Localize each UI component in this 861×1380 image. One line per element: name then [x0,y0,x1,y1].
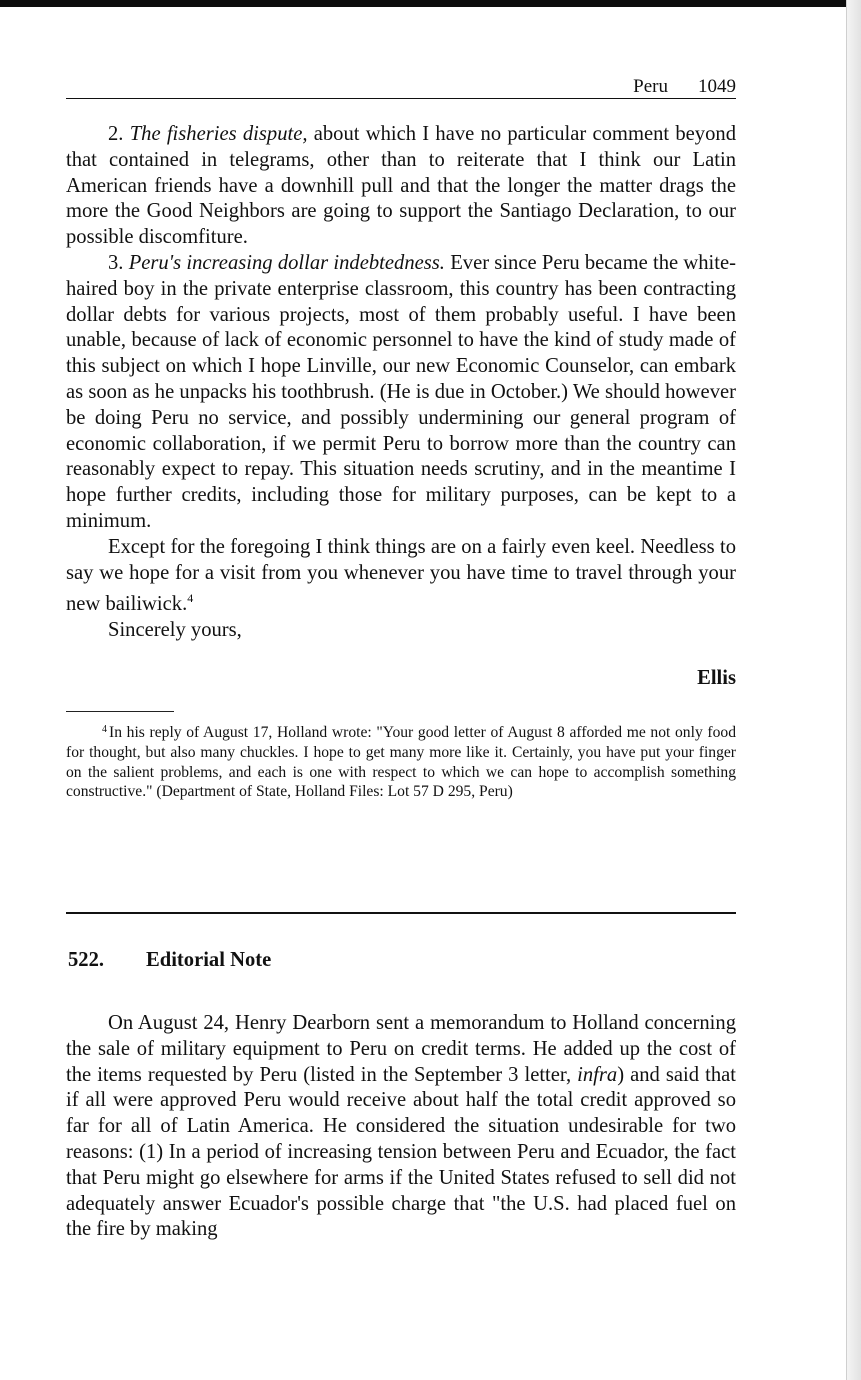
paragraph-item-2 [66,122,736,251]
footnote [66,720,736,802]
item-3-text: Ever since Peru became the white-haired boy in the private enterprise classroom, this country has been contracting dollar debts for various projects, most of them probably useful. I have been unable, because of lack of economic personnel to have the kind of study made of this subject on which I hope Linville, our new Economic Counselor, can embark as soon as he unpacks his toothbrush. (He is due in October.) We should however be doing Peru no service, and possibly undermining our general program of economic collaboration, if we permit Peru to borrow more than the country can reasonably expect to repay. This situation needs scrutiny, and in the meantime I hope further credits, including those for military purposes, can be kept to a minimum. [66,251,736,532]
letter-body [66,122,736,644]
footnote-marker: 4 [102,724,107,735]
section-divider [66,912,736,914]
editorial-text-start: On August 24, Henry Dearborn sent a memorandum to Holland concerning the sale of military equipment to Peru on credit terms. He added up the cost of the items requested by Peru (listed in the September 3 letter, [66,1012,736,1086]
editorial-note-body [66,1011,736,1243]
signature: Ellis [697,667,736,689]
footnote-reference: 4 [187,591,194,606]
footnote-rule [66,711,174,712]
footnote-text: In his reply of August 17, Holland wrote: "Your good letter of August 8 afforded me not only food for thought, but also many chuckles. I hope to get many more like it. Certainly, you have put your finger on the salient problems, and each is one with respect to which we can hope to accomplish something constructive." (Department of State, Holland Files: Lot 57 D 295, Peru) [66,724,736,801]
section-heading [68,947,271,973]
paragraph-closing [66,535,736,618]
section-title: Editorial Note [146,949,272,971]
page-top-edge [0,0,861,7]
item-3-number: 3. [108,251,124,274]
item-3-heading: Peru's increasing dollar indebtedness. [128,251,445,274]
page-number: 1049 [698,76,736,97]
editorial-italic-word: infra [577,1063,618,1086]
editorial-text-rest: ) and said that if all were approved Peru would receive about half the total credit approved so far for all of Latin America. He considered the situation undesirable for two reasons: (1) In a period of increasing tension between Peru and Ecuador, the fact that Peru might go elsewhere for arms if the United States refused to sell did not adequately answer Ecuador's possible charge that "the U.S. had placed fuel on the fire by making [66,1063,736,1241]
page-right-edge [846,0,861,1380]
running-head [66,76,736,99]
paragraph-item-3 [66,251,736,535]
item-2-number: 2. [108,123,124,145]
running-head-title: Peru [633,76,668,97]
item-2-text: about which I have no particular comment beyond that contained in telegrams, other than to reiterate that I think our Latin American friends have a downhill pull and that the longer the matter drags the more the Good Neighbors are going to support the Santiago Declaration, to our possible discomfiture. [66,123,736,249]
section-number: 522. [68,949,105,971]
editorial-paragraph [66,1011,736,1243]
complimentary-close: Sincerely yours, [108,619,242,642]
item-2-heading: The fisheries dispute, [129,123,308,145]
closing-text: Except for the foregoing I think things are on a fairly even keel. Needless to say we hope for a visit from you whenever you have time to travel through your new bailiwick. [66,535,736,616]
